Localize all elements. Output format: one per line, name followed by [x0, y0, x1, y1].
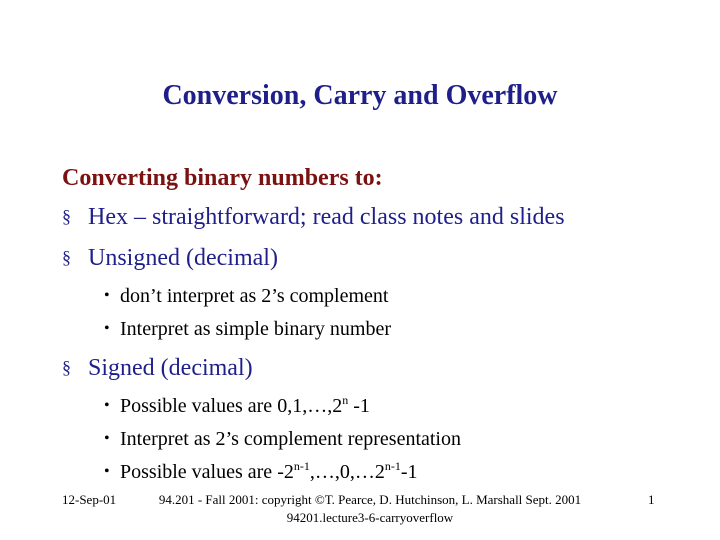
sub-bullet-signed-3-text: Possible values are -2: [120, 461, 294, 483]
sub-bullet-unsigned-1-text: don’t interpret as 2’s complement: [120, 285, 389, 307]
sub-bullet-signed-1-suffix: -1: [348, 395, 370, 417]
bullet-dot-icon: •: [104, 430, 110, 447]
section-marker-icon: §: [62, 247, 71, 267]
sub-bullet-signed-3-suffix: -1: [400, 461, 418, 483]
bullet-unsigned-text: Unsigned (decimal): [88, 245, 278, 271]
sub-bullet-unsigned-1: [104, 282, 388, 310]
sub-bullet-signed-2: [104, 425, 461, 453]
sub-bullet-signed-2-text: Interpret as 2’s complement representation: [120, 428, 461, 450]
footer-copyright-line2: 94201.lecture3-6-carryoverflow: [286, 510, 454, 525]
bullet-hex: [62, 200, 565, 233]
slide-heading: Converting binary numbers to:: [62, 165, 383, 191]
exponent-n-minus-1: n-1: [384, 459, 401, 473]
bullet-dot-icon: •: [104, 397, 110, 414]
footer-copyright: [130, 491, 610, 527]
bullet-dot-icon: •: [104, 320, 110, 337]
slide-title: Conversion, Carry and Overflow: [162, 80, 558, 111]
section-marker-icon: §: [62, 206, 71, 226]
footer-page-number: 1: [648, 492, 655, 507]
bullet-dot-icon: •: [104, 463, 110, 480]
bullet-hex-text: Hex – straightforward; read class notes and slides: [88, 204, 565, 230]
exponent-n-minus-1: n-1: [293, 459, 310, 473]
sub-bullet-unsigned-2: [104, 315, 391, 343]
sub-bullet-signed-3-middle: ,…,0,…2: [309, 461, 385, 483]
footer-date: 12-Sep-01: [62, 492, 117, 507]
bullet-unsigned: [62, 241, 278, 274]
sub-bullet-signed-3: [104, 458, 418, 486]
section-marker-icon: §: [62, 357, 71, 377]
footer-copyright-line1: 94.201 - Fall 2001: copyright ©T. Pearce, D. Hutchinson, L. Marshall Sept. 2001: [158, 492, 582, 507]
bullet-dot-icon: •: [104, 287, 110, 304]
bullet-signed: [62, 351, 253, 384]
bullet-signed-text: Signed (decimal): [88, 355, 253, 381]
sub-bullet-signed-1: [104, 392, 370, 420]
sub-bullet-signed-1-text: Possible values are 0,1,…,2: [120, 395, 343, 417]
sub-bullet-unsigned-2-text: Interpret as simple binary number: [120, 318, 392, 340]
exponent-n: n: [342, 393, 349, 407]
